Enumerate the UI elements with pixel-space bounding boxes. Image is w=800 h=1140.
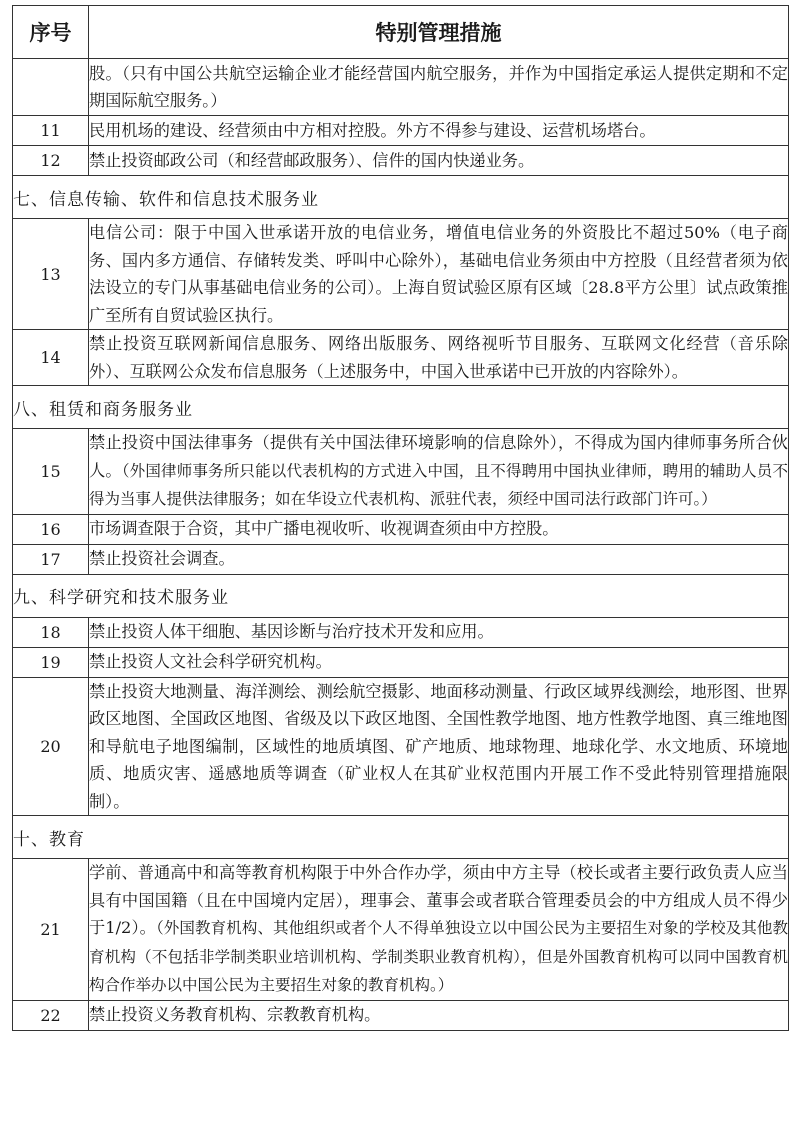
row-number: 11 [13, 116, 89, 146]
row-text [89, 429, 789, 515]
row-number: 12 [13, 146, 89, 176]
row-text-main: 学前、普通高中和高等教育机构限于中外合作办学，须由中方主导（校长或者主要行政负责人应当具有中国国籍（且在中国境内定居），理事会、董事会或者联合管理委员会的中方组成人员不得少于1/2）。 [89, 863, 788, 937]
row-number: 22 [13, 1000, 89, 1030]
row-text: 禁止投资邮政公司（和经营邮政服务）、信件的国内快递业务。 [89, 146, 789, 176]
row-text [89, 859, 789, 1001]
section-row [13, 816, 789, 859]
row-text: 禁止投资义务教育机构、宗教教育机构。 [89, 1000, 789, 1030]
row-text-main: 禁止投资中国法律事务（提供有关中国法律环境影响的信息除外），不得成为国内律师事务所合伙人。 [89, 433, 788, 480]
row-number: 14 [13, 330, 89, 386]
row-text-continued: 股。（只有中国公共航空运输企业才能经营国内航空服务，并作为中国指定承运人提供定期和不定期国际航空服务。） [89, 59, 789, 116]
column-header-measures: 特别管理措施 [89, 6, 789, 59]
table-row [13, 146, 789, 176]
table-row [13, 59, 789, 116]
table-header-row [13, 6, 789, 59]
row-number: 15 [13, 429, 89, 515]
row-text-note: （外国律师事务所只能以代表机构的方式进入中国，且不得聘用中国执业律师，聘用的辅助人员不得为当事人提供法律服务；如在华设立代表机构、派驻代表，须经中国司法行政部门许可。） [89, 461, 788, 508]
row-text: 禁止投资人体干细胞、基因诊断与治疗技术开发和应用。 [89, 617, 789, 647]
row-text: 禁止投资人文社会科学研究机构。 [89, 647, 789, 677]
special-measures-table [12, 5, 789, 1031]
table-row [13, 677, 789, 816]
row-text: 电信公司：限于中国入世承诺开放的电信业务，增值电信业务的外资股比不超过50%（电子商务、国内多方通信、存储转发类、呼叫中心除外），基础电信业务须由中方控股（且经营者须为依法设立的专门从事基础电信业务的公司）。上海自贸试验区原有区域〔28.8平方公里〕试点政策推广至所有自贸试验区执行。 [89, 219, 789, 330]
row-number [13, 59, 89, 116]
row-text: 禁止投资社会调查。 [89, 544, 789, 574]
section-heading: 九、科学研究和技术服务业 [13, 574, 789, 617]
section-row [13, 386, 789, 429]
row-text: 市场调查限于合资，其中广播电视收听、收视调查须由中方控股。 [89, 514, 789, 544]
table-row [13, 647, 789, 677]
table-row [13, 330, 789, 386]
row-number: 20 [13, 677, 89, 816]
row-text: 禁止投资互联网新闻信息服务、网络出版服务、网络视听节目服务、互联网文化经营（音乐除外）、互联网公众发布信息服务（上述服务中，中国入世承诺中已开放的内容除外）。 [89, 330, 789, 386]
row-number: 18 [13, 617, 89, 647]
table-row [13, 429, 789, 515]
table-row [13, 544, 789, 574]
row-text: 民用机场的建设、经营须由中方相对控股。外方不得参与建设、运营机场塔台。 [89, 116, 789, 146]
section-heading: 十、教育 [13, 816, 789, 859]
row-number: 19 [13, 647, 89, 677]
section-row [13, 176, 789, 219]
document-page [12, 5, 788, 1031]
section-heading: 八、租赁和商务服务业 [13, 386, 789, 429]
row-text: 禁止投资大地测量、海洋测绘、测绘航空摄影、地面移动测量、行政区域界线测绘，地形图、世界政区地图、全国政区地图、省级及以下政区地图、全国性教学地图、地方性教学地图、真三维地图和导航电子地图编制，区域性的地质填图、矿产地质、地球物理、地球化学、水文地质、环境地质、地质灾害、遥感地质等调查（矿业权人在其矿业权范围内开展工作不受此特别管理措施限制）。 [89, 677, 789, 816]
column-header-number: 序号 [13, 6, 89, 59]
table-row [13, 859, 789, 1001]
table-row [13, 219, 789, 330]
section-row [13, 574, 789, 617]
table-row [13, 514, 789, 544]
row-number: 21 [13, 859, 89, 1001]
row-text-note: （外国教育机构、其他组织或者个人不得单独设立以中国公民为主要招生对象的学校及其他教育机构（不包括非学制类职业培训机构、学制类职业教育机构），但是外国教育机构可以同中国教育机构合作举办以中国公民为主要招生对象的教育机构。） [89, 919, 788, 994]
row-number: 13 [13, 219, 89, 330]
table-row [13, 116, 789, 146]
section-heading: 七、信息传输、软件和信息技术服务业 [13, 176, 789, 219]
row-number: 17 [13, 544, 89, 574]
table-row [13, 617, 789, 647]
row-number: 16 [13, 514, 89, 544]
table-row [13, 1000, 789, 1030]
